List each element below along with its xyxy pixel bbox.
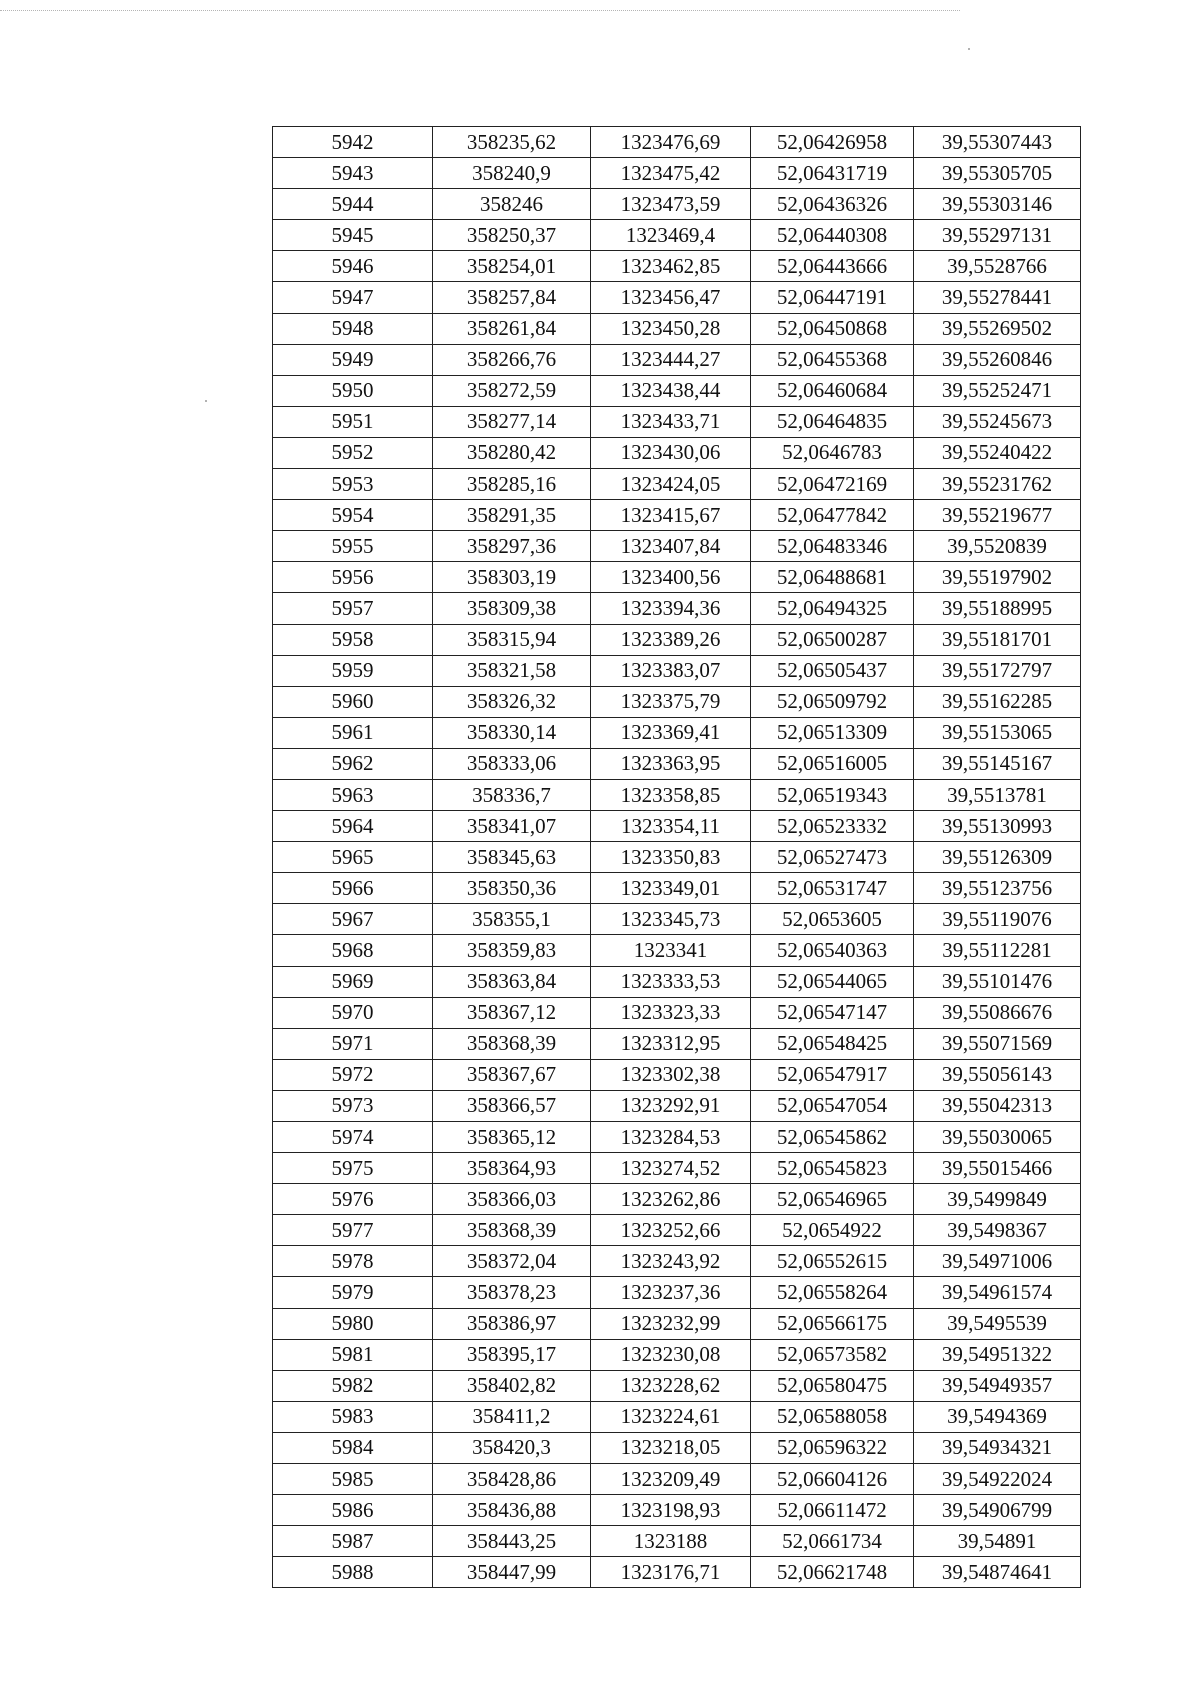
- latitude-cell: 52,06488681: [751, 562, 914, 593]
- x-coordinate-cell: 358326,32: [433, 686, 591, 717]
- longitude-cell: 39,55030065: [914, 1122, 1081, 1153]
- y-coordinate-cell: 1323232,99: [591, 1308, 751, 1339]
- y-coordinate-cell: 1323354,11: [591, 811, 751, 842]
- x-coordinate-cell: 358428,86: [433, 1464, 591, 1495]
- longitude-cell: 39,54874641: [914, 1557, 1081, 1588]
- point-number-cell: 5958: [273, 624, 433, 655]
- point-number-cell: 5979: [273, 1277, 433, 1308]
- latitude-cell: 52,06531747: [751, 873, 914, 904]
- point-number-cell: 5973: [273, 1090, 433, 1121]
- x-coordinate-cell: 358420,3: [433, 1432, 591, 1463]
- table-row: [273, 1370, 1081, 1401]
- table-row: [273, 935, 1081, 966]
- latitude-cell: 52,06527473: [751, 842, 914, 873]
- latitude-cell: 52,0653605: [751, 904, 914, 935]
- x-coordinate-cell: 358372,04: [433, 1246, 591, 1277]
- y-coordinate-cell: 1323469,4: [591, 220, 751, 251]
- y-coordinate-cell: 1323188: [591, 1526, 751, 1557]
- table-row: [273, 1277, 1081, 1308]
- table-row: [273, 158, 1081, 189]
- longitude-cell: 39,55269502: [914, 313, 1081, 344]
- x-coordinate-cell: 358303,19: [433, 562, 591, 593]
- y-coordinate-cell: 1323237,36: [591, 1277, 751, 1308]
- table-row: [273, 624, 1081, 655]
- x-coordinate-cell: 358261,84: [433, 313, 591, 344]
- point-number-cell: 5980: [273, 1308, 433, 1339]
- scan-speck: [205, 400, 207, 402]
- x-coordinate-cell: 358368,39: [433, 1028, 591, 1059]
- x-coordinate-cell: 358336,7: [433, 779, 591, 810]
- point-number-cell: 5946: [273, 251, 433, 282]
- point-number-cell: 5957: [273, 593, 433, 624]
- table-row: [273, 220, 1081, 251]
- table-row: [273, 1339, 1081, 1370]
- y-coordinate-cell: 1323415,67: [591, 500, 751, 531]
- table-row: [273, 842, 1081, 873]
- longitude-cell: 39,55219677: [914, 500, 1081, 531]
- table-row: [273, 779, 1081, 810]
- x-coordinate-cell: 358365,12: [433, 1122, 591, 1153]
- y-coordinate-cell: 1323438,44: [591, 375, 751, 406]
- point-number-cell: 5978: [273, 1246, 433, 1277]
- longitude-cell: 39,55297131: [914, 220, 1081, 251]
- latitude-cell: 52,06621748: [751, 1557, 914, 1588]
- y-coordinate-cell: 1323394,36: [591, 593, 751, 624]
- latitude-cell: 52,06611472: [751, 1495, 914, 1526]
- y-coordinate-cell: 1323433,71: [591, 406, 751, 437]
- table-row: [273, 282, 1081, 313]
- x-coordinate-cell: 358366,03: [433, 1184, 591, 1215]
- latitude-cell: 52,06426958: [751, 127, 914, 158]
- x-coordinate-cell: 358277,14: [433, 406, 591, 437]
- x-coordinate-cell: 358368,39: [433, 1215, 591, 1246]
- table-row: [273, 811, 1081, 842]
- longitude-cell: 39,55162285: [914, 686, 1081, 717]
- table-row: [273, 1215, 1081, 1246]
- longitude-cell: 39,55042313: [914, 1090, 1081, 1121]
- table-row: [273, 1184, 1081, 1215]
- longitude-cell: 39,55119076: [914, 904, 1081, 935]
- longitude-cell: 39,55123756: [914, 873, 1081, 904]
- point-number-cell: 5988: [273, 1557, 433, 1588]
- point-number-cell: 5942: [273, 127, 433, 158]
- longitude-cell: 39,55260846: [914, 344, 1081, 375]
- point-number-cell: 5986: [273, 1495, 433, 1526]
- latitude-cell: 52,06580475: [751, 1370, 914, 1401]
- latitude-cell: 52,06596322: [751, 1432, 914, 1463]
- y-coordinate-cell: 1323462,85: [591, 251, 751, 282]
- y-coordinate-cell: 1323363,95: [591, 748, 751, 779]
- x-coordinate-cell: 358443,25: [433, 1526, 591, 1557]
- latitude-cell: 52,06519343: [751, 779, 914, 810]
- y-coordinate-cell: 1323475,42: [591, 158, 751, 189]
- table-row: [273, 406, 1081, 437]
- y-coordinate-cell: 1323456,47: [591, 282, 751, 313]
- longitude-cell: 39,55303146: [914, 189, 1081, 220]
- table-row: [273, 189, 1081, 220]
- point-number-cell: 5974: [273, 1122, 433, 1153]
- longitude-cell: 39,5513781: [914, 779, 1081, 810]
- x-coordinate-cell: 358321,58: [433, 655, 591, 686]
- y-coordinate-cell: 1323312,95: [591, 1028, 751, 1059]
- longitude-cell: 39,54961574: [914, 1277, 1081, 1308]
- x-coordinate-cell: 358297,36: [433, 531, 591, 562]
- point-number-cell: 5981: [273, 1339, 433, 1370]
- latitude-cell: 52,06544065: [751, 966, 914, 997]
- table-row: [273, 1526, 1081, 1557]
- x-coordinate-cell: 358257,84: [433, 282, 591, 313]
- y-coordinate-cell: 1323218,05: [591, 1432, 751, 1463]
- y-coordinate-cell: 1323400,56: [591, 562, 751, 593]
- point-number-cell: 5963: [273, 779, 433, 810]
- longitude-cell: 39,55130993: [914, 811, 1081, 842]
- latitude-cell: 52,06447191: [751, 282, 914, 313]
- x-coordinate-cell: 358285,16: [433, 469, 591, 500]
- point-number-cell: 5975: [273, 1153, 433, 1184]
- longitude-cell: 39,55240422: [914, 437, 1081, 468]
- table-row: [273, 127, 1081, 158]
- y-coordinate-cell: 1323375,79: [591, 686, 751, 717]
- longitude-cell: 39,54891: [914, 1526, 1081, 1557]
- table-row: [273, 469, 1081, 500]
- longitude-cell: 39,5498367: [914, 1215, 1081, 1246]
- latitude-cell: 52,06566175: [751, 1308, 914, 1339]
- point-number-cell: 5984: [273, 1432, 433, 1463]
- table-row: [273, 1059, 1081, 1090]
- y-coordinate-cell: 1323228,62: [591, 1370, 751, 1401]
- longitude-cell: 39,55188995: [914, 593, 1081, 624]
- x-coordinate-cell: 358254,01: [433, 251, 591, 282]
- point-number-cell: 5950: [273, 375, 433, 406]
- y-coordinate-cell: 1323345,73: [591, 904, 751, 935]
- coordinates-table: [272, 126, 1081, 1588]
- table-row: [273, 313, 1081, 344]
- latitude-cell: 52,06548425: [751, 1028, 914, 1059]
- latitude-cell: 52,06546965: [751, 1184, 914, 1215]
- longitude-cell: 39,55101476: [914, 966, 1081, 997]
- point-number-cell: 5967: [273, 904, 433, 935]
- longitude-cell: 39,54971006: [914, 1246, 1081, 1277]
- x-coordinate-cell: 358250,37: [433, 220, 591, 251]
- latitude-cell: 52,06516005: [751, 748, 914, 779]
- x-coordinate-cell: 358436,88: [433, 1495, 591, 1526]
- table-row: [273, 437, 1081, 468]
- latitude-cell: 52,06573582: [751, 1339, 914, 1370]
- latitude-cell: 52,06509792: [751, 686, 914, 717]
- x-coordinate-cell: 358235,62: [433, 127, 591, 158]
- latitude-cell: 52,06545862: [751, 1122, 914, 1153]
- latitude-cell: 52,06547917: [751, 1059, 914, 1090]
- y-coordinate-cell: 1323407,84: [591, 531, 751, 562]
- x-coordinate-cell: 358366,57: [433, 1090, 591, 1121]
- y-coordinate-cell: 1323358,85: [591, 779, 751, 810]
- y-coordinate-cell: 1323369,41: [591, 717, 751, 748]
- latitude-cell: 52,06505437: [751, 655, 914, 686]
- table-row: [273, 748, 1081, 779]
- table-row: [273, 562, 1081, 593]
- point-number-cell: 5985: [273, 1464, 433, 1495]
- point-number-cell: 5976: [273, 1184, 433, 1215]
- longitude-cell: 39,54906799: [914, 1495, 1081, 1526]
- x-coordinate-cell: 358240,9: [433, 158, 591, 189]
- y-coordinate-cell: 1323350,83: [591, 842, 751, 873]
- y-coordinate-cell: 1323230,08: [591, 1339, 751, 1370]
- scan-edge-line: [0, 10, 960, 11]
- table-row: [273, 1557, 1081, 1588]
- table-row: [273, 1028, 1081, 1059]
- table-row: [273, 966, 1081, 997]
- table-row: [273, 1432, 1081, 1463]
- latitude-cell: 52,06431719: [751, 158, 914, 189]
- y-coordinate-cell: 1323302,38: [591, 1059, 751, 1090]
- point-number-cell: 5969: [273, 966, 433, 997]
- y-coordinate-cell: 1323243,92: [591, 1246, 751, 1277]
- point-number-cell: 5952: [273, 437, 433, 468]
- x-coordinate-cell: 358378,23: [433, 1277, 591, 1308]
- point-number-cell: 5968: [273, 935, 433, 966]
- y-coordinate-cell: 1323292,91: [591, 1090, 751, 1121]
- longitude-cell: 39,5495539: [914, 1308, 1081, 1339]
- x-coordinate-cell: 358330,14: [433, 717, 591, 748]
- longitude-cell: 39,55278441: [914, 282, 1081, 313]
- point-number-cell: 5964: [273, 811, 433, 842]
- table-row: [273, 1246, 1081, 1277]
- point-number-cell: 5972: [273, 1059, 433, 1090]
- x-coordinate-cell: 358367,12: [433, 997, 591, 1028]
- table-row: [273, 1495, 1081, 1526]
- y-coordinate-cell: 1323252,66: [591, 1215, 751, 1246]
- point-number-cell: 5970: [273, 997, 433, 1028]
- coordinates-table-body: [273, 127, 1081, 1588]
- x-coordinate-cell: 358333,06: [433, 748, 591, 779]
- longitude-cell: 39,55015466: [914, 1153, 1081, 1184]
- y-coordinate-cell: 1323349,01: [591, 873, 751, 904]
- table-row: [273, 531, 1081, 562]
- y-coordinate-cell: 1323424,05: [591, 469, 751, 500]
- longitude-cell: 39,55245673: [914, 406, 1081, 437]
- table-row: [273, 904, 1081, 935]
- x-coordinate-cell: 358266,76: [433, 344, 591, 375]
- longitude-cell: 39,55071569: [914, 1028, 1081, 1059]
- y-coordinate-cell: 1323198,93: [591, 1495, 751, 1526]
- longitude-cell: 39,54922024: [914, 1464, 1081, 1495]
- longitude-cell: 39,55305705: [914, 158, 1081, 189]
- point-number-cell: 5951: [273, 406, 433, 437]
- x-coordinate-cell: 358367,67: [433, 1059, 591, 1090]
- x-coordinate-cell: 358363,84: [433, 966, 591, 997]
- x-coordinate-cell: 358246: [433, 189, 591, 220]
- longitude-cell: 39,5528766: [914, 251, 1081, 282]
- latitude-cell: 52,06547054: [751, 1090, 914, 1121]
- latitude-cell: 52,06440308: [751, 220, 914, 251]
- longitude-cell: 39,55181701: [914, 624, 1081, 655]
- longitude-cell: 39,55112281: [914, 935, 1081, 966]
- y-coordinate-cell: 1323383,07: [591, 655, 751, 686]
- y-coordinate-cell: 1323444,27: [591, 344, 751, 375]
- point-number-cell: 5948: [273, 313, 433, 344]
- longitude-cell: 39,55153065: [914, 717, 1081, 748]
- table-row: [273, 251, 1081, 282]
- point-number-cell: 5944: [273, 189, 433, 220]
- table-row: [273, 1090, 1081, 1121]
- latitude-cell: 52,06558264: [751, 1277, 914, 1308]
- longitude-cell: 39,54951322: [914, 1339, 1081, 1370]
- longitude-cell: 39,54949357: [914, 1370, 1081, 1401]
- point-number-cell: 5961: [273, 717, 433, 748]
- latitude-cell: 52,06552615: [751, 1246, 914, 1277]
- point-number-cell: 5943: [273, 158, 433, 189]
- longitude-cell: 39,55197902: [914, 562, 1081, 593]
- latitude-cell: 52,06588058: [751, 1401, 914, 1432]
- table-row: [273, 344, 1081, 375]
- table-row: [273, 1153, 1081, 1184]
- longitude-cell: 39,55145167: [914, 748, 1081, 779]
- latitude-cell: 52,06450868: [751, 313, 914, 344]
- point-number-cell: 5982: [273, 1370, 433, 1401]
- longitude-cell: 39,55126309: [914, 842, 1081, 873]
- point-number-cell: 5955: [273, 531, 433, 562]
- table-row: [273, 655, 1081, 686]
- latitude-cell: 52,06523332: [751, 811, 914, 842]
- y-coordinate-cell: 1323284,53: [591, 1122, 751, 1153]
- latitude-cell: 52,06472169: [751, 469, 914, 500]
- point-number-cell: 5949: [273, 344, 433, 375]
- table-row: [273, 997, 1081, 1028]
- point-number-cell: 5962: [273, 748, 433, 779]
- longitude-cell: 39,55231762: [914, 469, 1081, 500]
- latitude-cell: 52,06455368: [751, 344, 914, 375]
- point-number-cell: 5966: [273, 873, 433, 904]
- latitude-cell: 52,06500287: [751, 624, 914, 655]
- point-number-cell: 5965: [273, 842, 433, 873]
- y-coordinate-cell: 1323209,49: [591, 1464, 751, 1495]
- x-coordinate-cell: 358272,59: [433, 375, 591, 406]
- longitude-cell: 39,55307443: [914, 127, 1081, 158]
- latitude-cell: 52,06545823: [751, 1153, 914, 1184]
- point-number-cell: 5953: [273, 469, 433, 500]
- x-coordinate-cell: 358447,99: [433, 1557, 591, 1588]
- scan-speck: [968, 48, 970, 50]
- x-coordinate-cell: 358280,42: [433, 437, 591, 468]
- y-coordinate-cell: 1323430,06: [591, 437, 751, 468]
- x-coordinate-cell: 358411,2: [433, 1401, 591, 1432]
- latitude-cell: 52,06513309: [751, 717, 914, 748]
- x-coordinate-cell: 358309,38: [433, 593, 591, 624]
- point-number-cell: 5977: [273, 1215, 433, 1246]
- table-row: [273, 375, 1081, 406]
- x-coordinate-cell: 358350,36: [433, 873, 591, 904]
- y-coordinate-cell: 1323176,71: [591, 1557, 751, 1588]
- point-number-cell: 5947: [273, 282, 433, 313]
- longitude-cell: 39,55086676: [914, 997, 1081, 1028]
- longitude-cell: 39,55252471: [914, 375, 1081, 406]
- table-row: [273, 717, 1081, 748]
- point-number-cell: 5954: [273, 500, 433, 531]
- latitude-cell: 52,06436326: [751, 189, 914, 220]
- x-coordinate-cell: 358291,35: [433, 500, 591, 531]
- y-coordinate-cell: 1323476,69: [591, 127, 751, 158]
- latitude-cell: 52,06547147: [751, 997, 914, 1028]
- longitude-cell: 39,55056143: [914, 1059, 1081, 1090]
- point-number-cell: 5945: [273, 220, 433, 251]
- y-coordinate-cell: 1323450,28: [591, 313, 751, 344]
- y-coordinate-cell: 1323262,86: [591, 1184, 751, 1215]
- point-number-cell: 5956: [273, 562, 433, 593]
- latitude-cell: 52,06494325: [751, 593, 914, 624]
- longitude-cell: 39,5520839: [914, 531, 1081, 562]
- latitude-cell: 52,06460684: [751, 375, 914, 406]
- longitude-cell: 39,5499849: [914, 1184, 1081, 1215]
- latitude-cell: 52,06540363: [751, 935, 914, 966]
- latitude-cell: 52,06483346: [751, 531, 914, 562]
- latitude-cell: 52,06443666: [751, 251, 914, 282]
- latitude-cell: 52,0646783: [751, 437, 914, 468]
- latitude-cell: 52,06604126: [751, 1464, 914, 1495]
- table-row: [273, 593, 1081, 624]
- y-coordinate-cell: 1323274,52: [591, 1153, 751, 1184]
- table-row: [273, 500, 1081, 531]
- latitude-cell: 52,0654922: [751, 1215, 914, 1246]
- longitude-cell: 39,55172797: [914, 655, 1081, 686]
- table-row: [273, 1122, 1081, 1153]
- point-number-cell: 5960: [273, 686, 433, 717]
- latitude-cell: 52,06464835: [751, 406, 914, 437]
- y-coordinate-cell: 1323473,59: [591, 189, 751, 220]
- point-number-cell: 5971: [273, 1028, 433, 1059]
- latitude-cell: 52,0661734: [751, 1526, 914, 1557]
- x-coordinate-cell: 358386,97: [433, 1308, 591, 1339]
- point-number-cell: 5959: [273, 655, 433, 686]
- x-coordinate-cell: 358359,83: [433, 935, 591, 966]
- x-coordinate-cell: 358402,82: [433, 1370, 591, 1401]
- table-row: [273, 1464, 1081, 1495]
- table-row: [273, 1308, 1081, 1339]
- y-coordinate-cell: 1323224,61: [591, 1401, 751, 1432]
- x-coordinate-cell: 358395,17: [433, 1339, 591, 1370]
- x-coordinate-cell: 358355,1: [433, 904, 591, 935]
- x-coordinate-cell: 358341,07: [433, 811, 591, 842]
- x-coordinate-cell: 358364,93: [433, 1153, 591, 1184]
- point-number-cell: 5987: [273, 1526, 433, 1557]
- y-coordinate-cell: 1323389,26: [591, 624, 751, 655]
- table-row: [273, 873, 1081, 904]
- longitude-cell: 39,5494369: [914, 1401, 1081, 1432]
- y-coordinate-cell: 1323333,53: [591, 966, 751, 997]
- x-coordinate-cell: 358315,94: [433, 624, 591, 655]
- y-coordinate-cell: 1323341: [591, 935, 751, 966]
- longitude-cell: 39,54934321: [914, 1432, 1081, 1463]
- table-row: [273, 686, 1081, 717]
- latitude-cell: 52,06477842: [751, 500, 914, 531]
- y-coordinate-cell: 1323323,33: [591, 997, 751, 1028]
- x-coordinate-cell: 358345,63: [433, 842, 591, 873]
- point-number-cell: 5983: [273, 1401, 433, 1432]
- table-row: [273, 1401, 1081, 1432]
